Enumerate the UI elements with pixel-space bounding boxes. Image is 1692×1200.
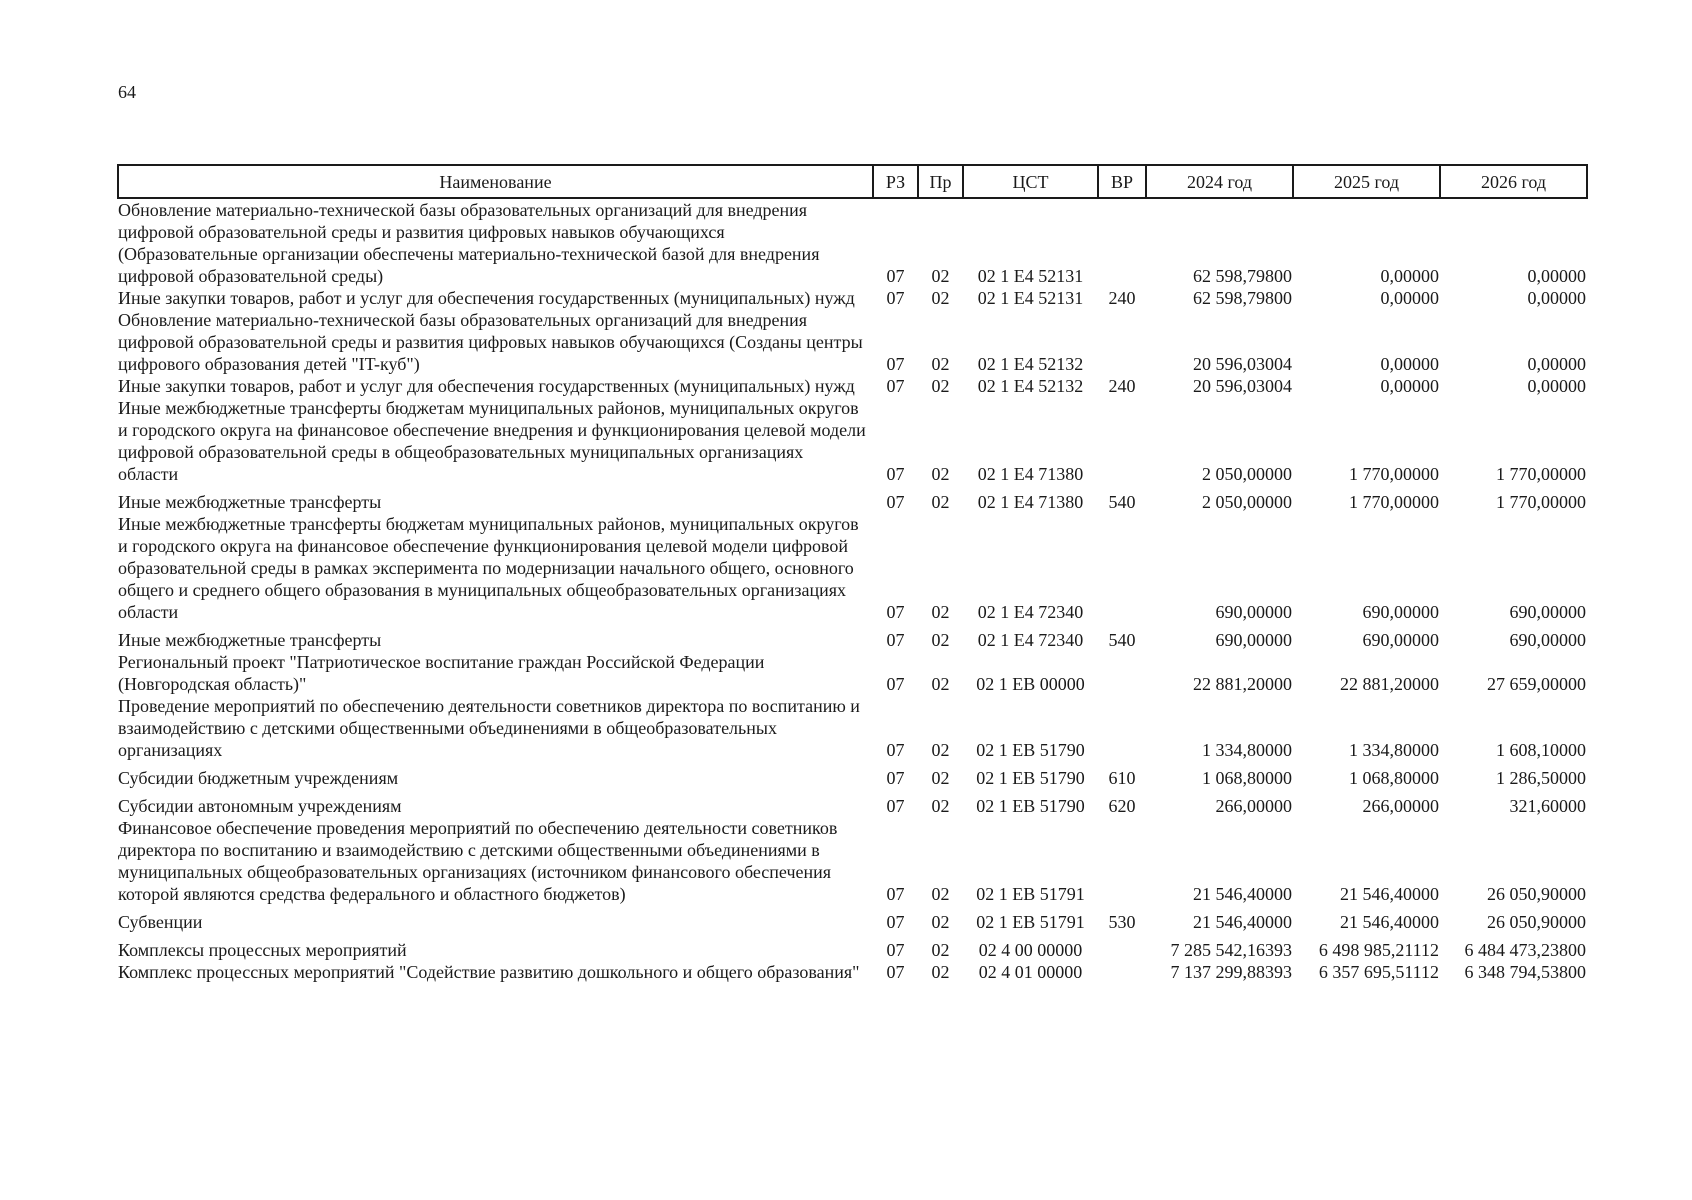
cell-cst: 02 4 00 00000 <box>978 940 1083 960</box>
cell-2024: 1 334,80000 <box>1202 740 1292 760</box>
cell-vr <box>1098 933 1146 961</box>
cell-rz: 07 <box>886 602 905 622</box>
cell-rz: 07 <box>886 796 905 816</box>
cell-2024: 62 598,79800 <box>1193 266 1292 286</box>
cell-2024: 20 596,03004 <box>1193 354 1292 374</box>
cell-pr: 02 <box>931 354 950 374</box>
table-row <box>118 309 1587 375</box>
cell-pr: 02 <box>931 674 950 694</box>
table-row <box>118 485 1587 513</box>
cell-name: Финансовое обеспечение проведения мероприятий по обеспечению деятельности советников директора по воспитанию и взаимодействию с детскими общественными объединениями в муниципальных общеобразовательных организациях (источником финансового обеспечения которой являются средства федерального и областного бюджетов) <box>118 818 838 904</box>
table-row <box>118 651 1587 695</box>
header-vr: ВР <box>1098 165 1146 198</box>
cell-2024: 2 050,00000 <box>1202 464 1292 484</box>
header-2026: 2026 год <box>1440 165 1587 198</box>
cell-rz: 07 <box>886 464 905 484</box>
cell-vr: 620 <box>1108 796 1136 816</box>
cell-cst: 02 1 ЕВ 51790 <box>976 796 1085 816</box>
header-pr: Пр <box>918 165 963 198</box>
table-row <box>118 397 1587 485</box>
cell-2025: 1 770,00000 <box>1349 492 1439 512</box>
cell-cst: 02 1 Е4 52132 <box>977 376 1084 396</box>
cell-name: Субсидии бюджетным учреждениям <box>118 768 399 788</box>
cell-vr <box>1098 309 1146 375</box>
cell-rz: 07 <box>886 266 905 286</box>
cell-cst: 02 1 Е4 52131 <box>977 266 1084 286</box>
cell-vr <box>1098 397 1146 485</box>
cell-cst: 02 1 ЕВ 51791 <box>976 912 1085 932</box>
budget-table <box>117 164 1588 983</box>
header-2025: 2025 год <box>1293 165 1440 198</box>
cell-2024: 690,00000 <box>1215 630 1292 650</box>
cell-2025: 0,00000 <box>1380 376 1439 396</box>
cell-pr: 02 <box>931 464 950 484</box>
cell-2025: 1 770,00000 <box>1349 464 1439 484</box>
table-body <box>118 198 1587 983</box>
cell-name: Субсидии автономным учреждениям <box>118 796 402 816</box>
cell-cst: 02 1 Е4 71380 <box>977 492 1084 512</box>
cell-rz: 07 <box>886 674 905 694</box>
cell-vr: 240 <box>1108 376 1136 396</box>
cell-vr: 540 <box>1108 492 1136 512</box>
cell-2024: 7 285 542,16393 <box>1170 940 1292 960</box>
cell-2024: 22 881,20000 <box>1193 674 1292 694</box>
cell-pr: 02 <box>931 768 950 788</box>
cell-rz: 07 <box>886 768 905 788</box>
cell-name: Региональный проект "Патриотическое воспитание граждан Российской Федерации (Новгородская область)" <box>118 652 765 694</box>
cell-2025: 690,00000 <box>1362 602 1439 622</box>
cell-vr <box>1098 695 1146 761</box>
cell-cst: 02 1 Е4 71380 <box>977 464 1084 484</box>
cell-2026: 0,00000 <box>1527 288 1586 308</box>
header-rz: РЗ <box>873 165 918 198</box>
cell-cst: 02 1 Е4 52131 <box>977 288 1084 308</box>
cell-2025: 266,00000 <box>1362 796 1439 816</box>
cell-2025: 1 068,80000 <box>1349 768 1439 788</box>
cell-vr <box>1098 513 1146 623</box>
cell-pr: 02 <box>931 912 950 932</box>
cell-2025: 1 334,80000 <box>1349 740 1439 760</box>
cell-name: Иные межбюджетные трансферты <box>118 492 382 512</box>
cell-2025: 690,00000 <box>1362 630 1439 650</box>
cell-2026: 27 659,00000 <box>1487 674 1586 694</box>
cell-vr: 240 <box>1108 288 1136 308</box>
cell-pr: 02 <box>931 492 950 512</box>
cell-rz: 07 <box>886 912 905 932</box>
cell-2024: 62 598,79800 <box>1193 288 1292 308</box>
cell-pr: 02 <box>931 376 950 396</box>
header-cst: ЦСТ <box>963 165 1098 198</box>
cell-rz: 07 <box>886 630 905 650</box>
cell-vr <box>1098 651 1146 695</box>
cell-2026: 1 770,00000 <box>1496 464 1586 484</box>
cell-cst: 02 1 ЕВ 51790 <box>976 768 1085 788</box>
cell-pr: 02 <box>931 266 950 286</box>
cell-pr: 02 <box>931 602 950 622</box>
cell-cst: 02 1 Е4 52132 <box>977 354 1084 374</box>
cell-name: Иные межбюджетные трансферты <box>118 630 382 650</box>
header-name: Наименование <box>118 165 873 198</box>
cell-2025: 0,00000 <box>1380 266 1439 286</box>
cell-2026: 690,00000 <box>1509 630 1586 650</box>
cell-name: Обновление материально-технической базы образовательных организаций для внедрения цифровой образовательной среды и развития цифровых навыков обучающихся (Созданы центры цифрового образования детей "IT-куб") <box>118 310 863 374</box>
cell-rz: 07 <box>886 884 905 904</box>
table-row <box>118 623 1587 651</box>
cell-cst: 02 1 Е4 72340 <box>977 602 1084 622</box>
cell-vr <box>1098 198 1146 287</box>
cell-2026: 26 050,90000 <box>1487 884 1586 904</box>
cell-rz: 07 <box>886 354 905 374</box>
cell-cst: 02 1 ЕВ 51791 <box>976 884 1085 904</box>
cell-name: Иные межбюджетные трансферты бюджетам муниципальных районов, муниципальных округов и городского округа на финансовое обеспечение функционирования целевой модели цифровой образовательной среды в рамках эксперимента по модернизации начального общего, основного общего и среднего общего образования в муниципальных общеобразовательных организациях области <box>118 514 859 622</box>
cell-2026: 6 348 794,53800 <box>1464 962 1586 982</box>
cell-2026: 0,00000 <box>1527 376 1586 396</box>
cell-2026: 6 484 473,23800 <box>1464 940 1586 960</box>
header-2024: 2024 год <box>1146 165 1293 198</box>
cell-2025: 0,00000 <box>1380 288 1439 308</box>
cell-pr: 02 <box>931 740 950 760</box>
table-row <box>118 198 1587 287</box>
cell-vr: 540 <box>1108 630 1136 650</box>
cell-vr: 610 <box>1108 768 1136 788</box>
cell-name: Проведение мероприятий по обеспечению деятельности советников директора по воспитанию и взаимодействию с детскими общественными объединениями в общеобразовательных организациях <box>118 696 860 760</box>
cell-cst: 02 4 01 00000 <box>978 962 1083 982</box>
cell-vr: 530 <box>1108 912 1136 932</box>
cell-2026: 321,60000 <box>1509 796 1586 816</box>
cell-2026: 0,00000 <box>1527 266 1586 286</box>
cell-rz: 07 <box>886 376 905 396</box>
cell-name: Субвенции <box>118 912 203 932</box>
cell-name: Иные закупки товаров, работ и услуг для обеспечения государственных (муниципальных) нужд <box>118 376 855 396</box>
cell-pr: 02 <box>931 940 950 960</box>
cell-name: Обновление материально-технической базы образовательных организаций для внедрения цифровой образовательной среды и развития цифровых навыков обучающихся (Образовательные организации обеспечены материально-технической базой для внедрения цифровой образовательной среды) <box>118 200 820 286</box>
table-row <box>118 695 1587 761</box>
cell-2026: 1 770,00000 <box>1496 492 1586 512</box>
cell-cst: 02 1 Е4 72340 <box>977 630 1084 650</box>
cell-2024: 266,00000 <box>1215 796 1292 816</box>
cell-2026: 690,00000 <box>1509 602 1586 622</box>
table-row <box>118 513 1587 623</box>
table-row <box>118 375 1587 397</box>
cell-2024: 2 050,00000 <box>1202 492 1292 512</box>
cell-2024: 1 068,80000 <box>1202 768 1292 788</box>
table-row <box>118 287 1587 309</box>
cell-name: Комплексы процессных мероприятий <box>118 940 407 960</box>
cell-2026: 1 608,10000 <box>1496 740 1586 760</box>
table-row <box>118 905 1587 933</box>
cell-2024: 21 546,40000 <box>1193 884 1292 904</box>
cell-rz: 07 <box>886 962 905 982</box>
cell-pr: 02 <box>931 796 950 816</box>
cell-2024: 7 137 299,88393 <box>1170 962 1292 982</box>
header-row <box>118 165 1587 198</box>
table-row <box>118 817 1587 905</box>
cell-2025: 21 546,40000 <box>1340 912 1439 932</box>
cell-2024: 21 546,40000 <box>1193 912 1292 932</box>
cell-rz: 07 <box>886 740 905 760</box>
table-row <box>118 761 1587 789</box>
cell-pr: 02 <box>931 288 950 308</box>
cell-2025: 22 881,20000 <box>1340 674 1439 694</box>
cell-2026: 0,00000 <box>1527 354 1586 374</box>
cell-rz: 07 <box>886 940 905 960</box>
cell-name: Иные межбюджетные трансферты бюджетам муниципальных районов, муниципальных округов и городского округа на финансовое обеспечение внедрения и функционирования целевой модели цифровой образовательной среды в общеобразовательных муниципальных организациях области <box>118 398 866 484</box>
cell-cst: 02 1 ЕВ 00000 <box>976 674 1085 694</box>
cell-2025: 6 498 985,21112 <box>1318 940 1439 960</box>
cell-2026: 26 050,90000 <box>1487 912 1586 932</box>
cell-2025: 6 357 695,51112 <box>1318 962 1439 982</box>
cell-name: Иные закупки товаров, работ и услуг для обеспечения государственных (муниципальных) нужд <box>118 288 855 308</box>
page-number: 64 <box>118 82 136 102</box>
cell-2025: 21 546,40000 <box>1340 884 1439 904</box>
cell-vr <box>1098 817 1146 905</box>
table-row <box>118 961 1587 983</box>
table-row <box>118 933 1587 961</box>
cell-2024: 20 596,03004 <box>1193 376 1292 396</box>
cell-pr: 02 <box>931 630 950 650</box>
cell-name: Комплекс процессных мероприятий "Содействие развитию дошкольного и общего образования" <box>118 962 860 982</box>
cell-vr <box>1098 961 1146 983</box>
table-header <box>118 165 1587 198</box>
cell-rz: 07 <box>886 288 905 308</box>
cell-2026: 1 286,50000 <box>1496 768 1586 788</box>
cell-pr: 02 <box>931 962 950 982</box>
cell-rz: 07 <box>886 492 905 512</box>
cell-pr: 02 <box>931 884 950 904</box>
cell-2024: 690,00000 <box>1215 602 1292 622</box>
cell-2025: 0,00000 <box>1380 354 1439 374</box>
table-row <box>118 789 1587 817</box>
cell-cst: 02 1 ЕВ 51790 <box>976 740 1085 760</box>
